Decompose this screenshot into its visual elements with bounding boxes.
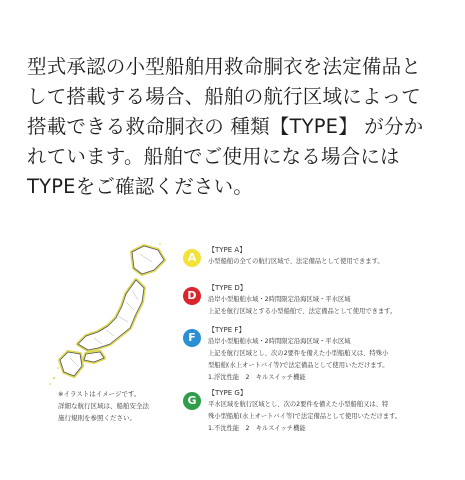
- note-line-2: 詳細な航行区域は、船舶安全法: [58, 402, 149, 410]
- intro-line-3: 搭載できる救命胴衣の 種類【TYPE】 が分か: [27, 115, 424, 138]
- type-g-line: 殊小型船舶(水上オートバイ等)で法定備品として使用いただけます。: [208, 413, 402, 420]
- intro-line-4: れています。船舶でご使用になる場合には: [27, 145, 400, 168]
- type-a-line: 小型船舶の全ての航行区域で、法定備品として使用できます。: [208, 258, 384, 265]
- type-f-line: 上記を航行区域とし、次の2要件を備えた小型船舶又は、特殊小: [208, 350, 389, 357]
- type-f-line: 型船舶(水上オートバイ等)で法定備品として使用いただけます。: [208, 362, 389, 369]
- type-f-badge-icon: F: [183, 329, 201, 347]
- note-line-3: 施行規則を参照ください。: [58, 414, 136, 422]
- type-g-line: 1.不沈性能 2 キルスイッチ機能: [208, 425, 306, 432]
- type-g-line: 平水区域を航行区域とし、次の2要件を備えた小型船舶又は、特: [208, 401, 389, 408]
- type-g-title: 【TYPE G】: [208, 389, 247, 397]
- type-f-title: 【TYPE F】: [208, 326, 246, 334]
- type-a-title: 【TYPE A】: [208, 246, 247, 254]
- type-d-line: 上記を航行区域とする小型船舶で、法定備品として使用できます。: [208, 308, 397, 315]
- note-line-1: ※イラストはイメージです。: [58, 390, 141, 398]
- type-f-line: 沿岸小型船舶水域・2時間限定沿海区域・平水区域: [208, 338, 351, 345]
- type-d-line: 沿岸小型船舶水域・2時間限定沿海区域・平水区域: [208, 296, 351, 303]
- intro-line-5: TYPEをご確認ください。: [27, 175, 254, 198]
- intro-line-1: 型式承認の小型船舶用救命胴衣を法定備品と: [27, 55, 422, 78]
- map-note: [58, 388, 178, 424]
- intro-line-2: して搭載する場合、船舶の航行区域によって: [27, 85, 422, 108]
- type-g-badge-icon: G: [183, 392, 201, 410]
- type-a-badge-icon: A: [183, 249, 201, 267]
- type-f-line: 1.浮沈性能 2 キルスイッチ機能: [208, 374, 306, 381]
- intro-paragraph: [27, 52, 447, 202]
- japan-map-illustration: [40, 240, 175, 390]
- type-d-badge-icon: D: [183, 287, 201, 305]
- map-honshu: [78, 280, 144, 350]
- type-d-title: 【TYPE D】: [208, 284, 247, 292]
